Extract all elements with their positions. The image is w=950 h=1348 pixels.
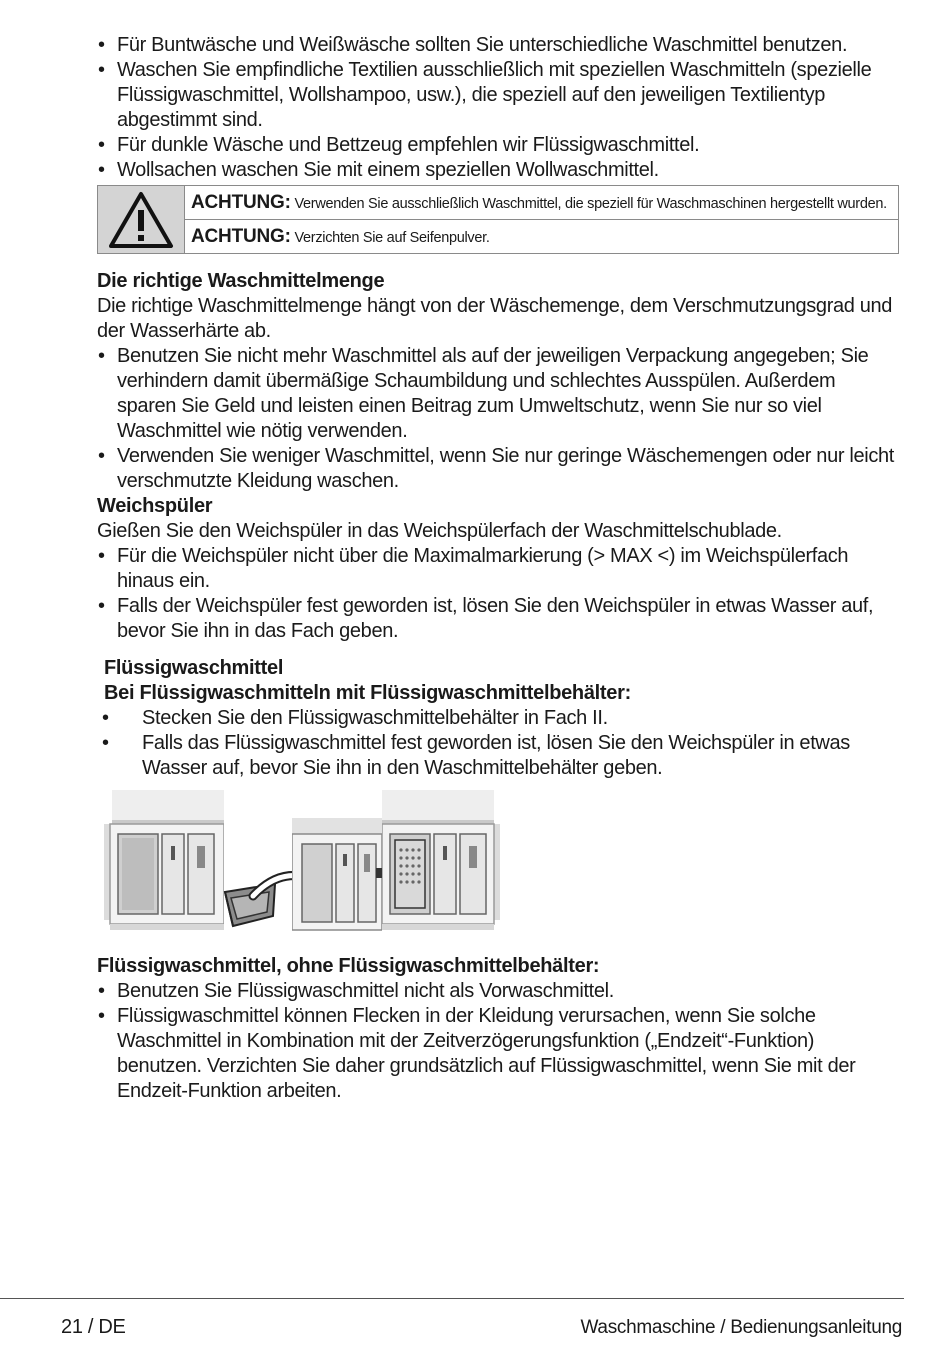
warning-row-detergent (185, 186, 898, 219)
list-item: • Waschen Sie empfindliche Textilien ausschließlich mit speziellen Waschmitteln (spezielle Flüssigwaschmittel, Wollshampoo, usw.), die speziell auf den jeweiligen Textilientyp abgestimmt sind. (97, 58, 899, 133)
softener-heading: Weichspüler (97, 495, 213, 517)
list-item: • Verwenden Sie weniger Waschmittel, wenn Sie nur geringe Wäschemengen oder nur leicht verschmutzte Kleidung waschen. (97, 444, 899, 494)
liquid-with-container-subheading: Bei Flüssigwaschmitteln mit Flüssigwaschmittelbehälter: (104, 682, 631, 704)
list-item: • Wollsachen waschen Sie mit einem speziellen Wollwaschmittel. (97, 158, 899, 183)
list-item: • Falls das Flüssigwaschmittel fest geworden ist, lösen Sie den Weichspüler in etwas Wasser auf, bevor Sie ihn in den Waschmittelbehälter geben. (97, 731, 899, 781)
liquid-with-container-section (97, 656, 899, 706)
list-item: • Für dunkle Wäsche und Bettzeug empfehlen wir Flüssigwaschmittel. (97, 133, 899, 158)
list-item: • Benutzen Sie nicht mehr Waschmittel als auf der jeweiligen Verpackung angegeben; Sie verhindern damit übermäßige Schaumbildung und schlechtes Ausspülen. Außerdem sparen Sie Geld und leisten einen Beitrag zum Umweltschutz, wenn Sie nur so viel Waschmittel wie nötig verwenden. (97, 344, 899, 444)
list-item: • Stecken Sie den Flüssigwaschmittelbehälter in Fach II. (97, 706, 899, 731)
warning-triangle-icon (107, 189, 175, 251)
detergent-drawer-icon (292, 818, 382, 936)
list-item: • Für Buntwäsche und Weißwäsche sollten Sie unterschiedliche Waschmittel benutzen. (97, 33, 899, 58)
dosage-heading: Die richtige Waschmittelmenge (97, 270, 385, 292)
warning-label: ACHTUNG: (191, 192, 291, 213)
warning-text: Verwenden Sie ausschließlich Waschmittel, die speziell für Waschmaschinen hergestellt wurden. (294, 196, 887, 212)
warning-box (97, 185, 899, 254)
list-item: • Für die Weichspüler nicht über die Maximalmarkierung (> MAX <) im Weichspülerfach hinaus ein. (97, 544, 899, 594)
intro-bullet-list (97, 33, 899, 183)
page-number: 21 / DE (61, 1316, 126, 1338)
liquid-without-container-bullet-list (97, 979, 899, 1104)
warning-icon-cell (98, 186, 185, 253)
liquid-without-container-heading: Flüssigwaschmittel, ohne Flüssigwaschmittelbehälter: (97, 955, 600, 977)
drawer-with-container-icon (382, 790, 500, 935)
warning-row-soap-powder (185, 219, 898, 253)
warning-label: ACHTUNG: (191, 226, 291, 247)
dosage-intro: Die richtige Waschmittelmenge hängt von der Wäschemenge, dem Verschmutzungsgrad und der Wasserhärte ab. (97, 295, 893, 342)
footer-divider (0, 1298, 904, 1299)
list-item: • Benutzen Sie Flüssigwaschmittel nicht als Vorwaschmittel. (97, 979, 899, 1004)
list-item: • Falls der Weichspüler fest geworden ist, lösen Sie den Weichspüler in etwas Wasser auf, bevor Sie ihn in das Fach geben. (97, 594, 899, 644)
list-item: • Flüssigwaschmittel können Flecken in der Kleidung verursachen, wenn Sie solche Waschmittel in Kombination mit der Zeitverzögerungsfunktion („Endzeit“-Funktion) benutzen. Verzichten Sie daher grundsätzlich auf Flüssigwaschmittel, wenn Sie mit der Endzeit-Funktion arbeiten. (97, 1004, 899, 1104)
dosage-bullet-list (97, 344, 899, 494)
softener-bullet-list (97, 544, 899, 644)
document-title: Waschmaschine / Bedienungsanleitung (580, 1317, 902, 1338)
softener-intro: Gießen Sie den Weichspüler in das Weichspülerfach der Waschmittelschublade. (97, 520, 782, 542)
detergent-drawer-icon (104, 790, 224, 935)
liquid-with-container-bullet-list (97, 706, 899, 781)
page-content (97, 33, 899, 1104)
liquid-heading: Flüssigwaschmittel (104, 657, 284, 679)
warning-text: Verzichten Sie auf Seifenpulver. (294, 230, 490, 246)
warning-rows (185, 186, 898, 253)
drawer-illustration (97, 790, 899, 940)
